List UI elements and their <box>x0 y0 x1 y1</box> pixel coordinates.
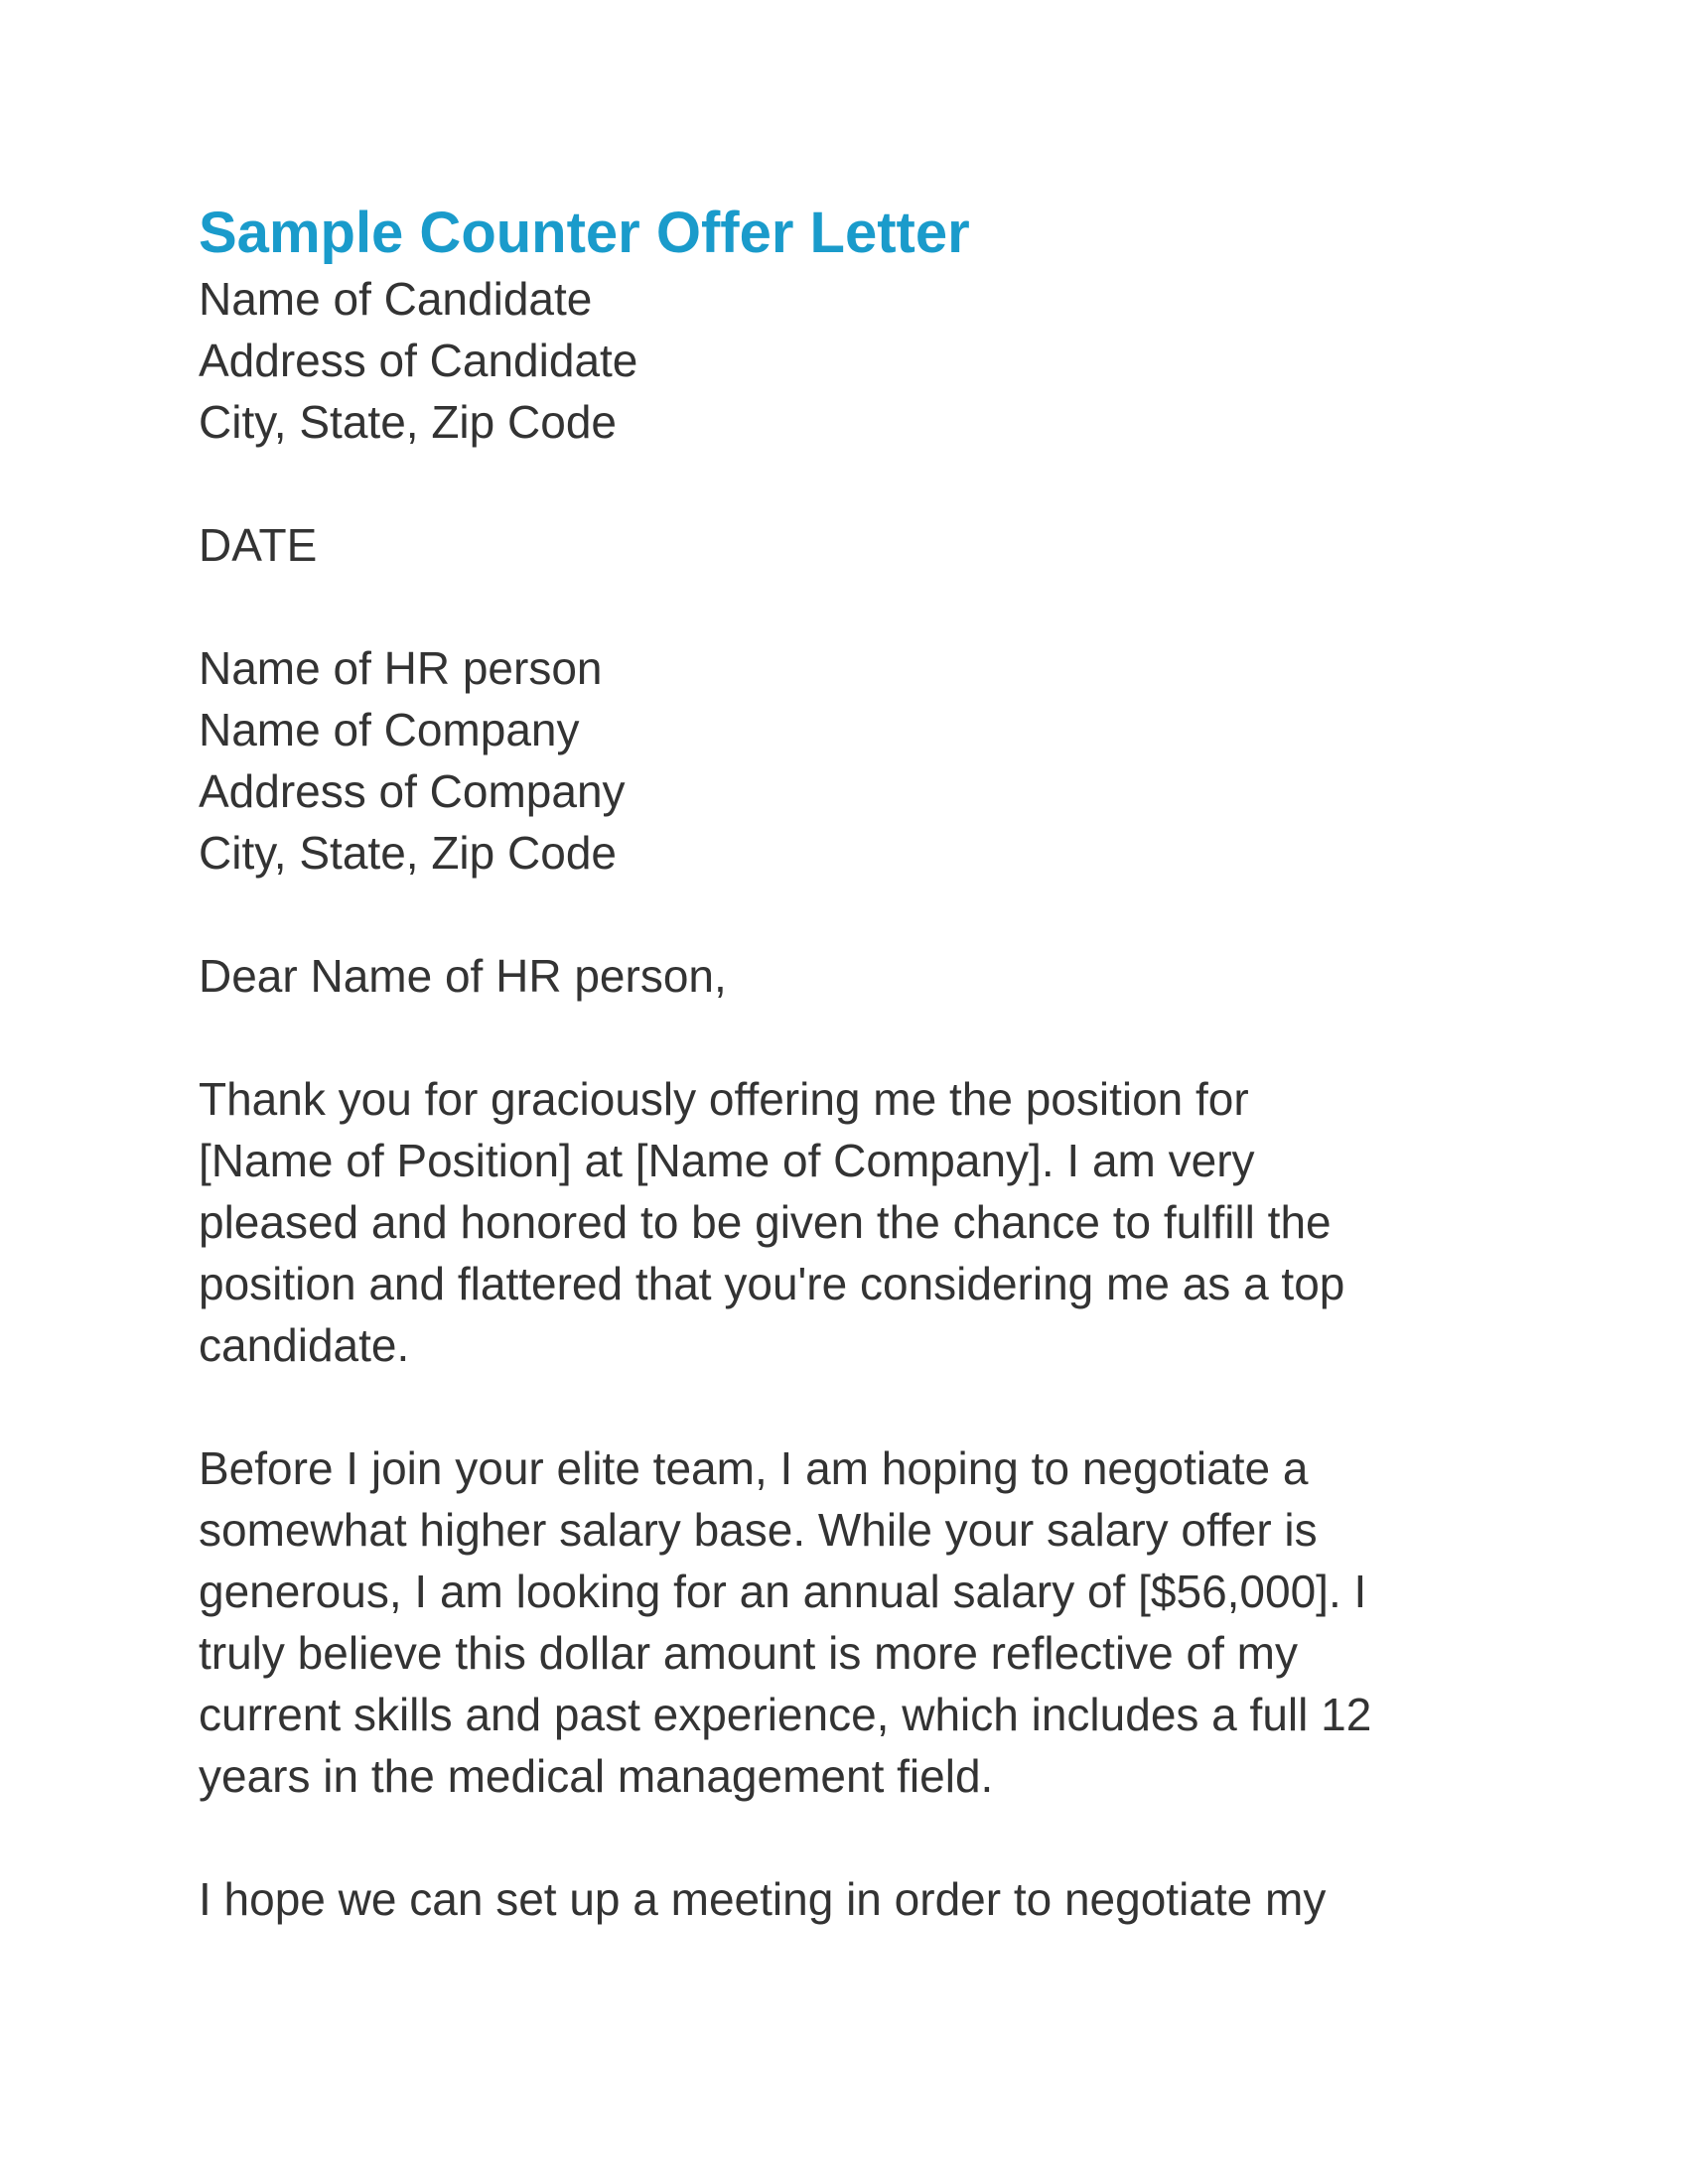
spacer <box>199 453 1509 514</box>
spacer <box>199 576 1509 637</box>
recipient-city-state-zip: City, State, Zip Code <box>199 827 617 879</box>
paragraph-line: [Name of Position] at [Name of Company]. I am very <box>199 1135 1255 1186</box>
sender-block <box>199 268 1509 453</box>
paragraph-line: position and flattered that you're considering me as a top <box>199 1258 1345 1309</box>
spacer <box>199 1807 1509 1868</box>
paragraph-line: somewhat higher salary base. While your salary offer is <box>199 1504 1318 1556</box>
letter-title: Sample Counter Offer Letter <box>199 201 970 265</box>
recipient-name: Name of HR person <box>199 642 603 694</box>
paragraph-line: Thank you for graciously offering me the position for <box>199 1073 1249 1125</box>
sender-name: Name of Candidate <box>199 273 593 325</box>
paragraph-line: candidate. <box>199 1319 410 1371</box>
spacer <box>199 1376 1509 1437</box>
paragraph-line: I hope we can set up a meeting in order to negotiate my <box>199 1873 1327 1925</box>
letter-date: DATE <box>199 519 318 571</box>
spacer <box>199 1007 1509 1068</box>
paragraph-line: pleased and honored to be given the chance to fulfill the <box>199 1196 1332 1248</box>
paragraph-salary-request <box>199 1437 1509 1807</box>
paragraph-thank-you <box>199 1068 1509 1376</box>
paragraph-line: current skills and past experience, which includes a full 12 <box>199 1689 1372 1740</box>
recipient-block <box>199 637 1509 884</box>
salutation: Dear Name of HR person, <box>199 950 727 1002</box>
paragraph-line: truly believe this dollar amount is more reflective of my <box>199 1627 1298 1679</box>
letter-content <box>199 199 1509 1930</box>
paragraph-meeting-request <box>199 1868 1509 1930</box>
paragraph-line: Before I join your elite team, I am hoping to negotiate a <box>199 1442 1309 1494</box>
sender-address: Address of Candidate <box>199 335 638 386</box>
paragraph-line: years in the medical management field. <box>199 1750 994 1802</box>
recipient-company: Name of Company <box>199 704 580 755</box>
spacer <box>199 884 1509 945</box>
recipient-address: Address of Company <box>199 765 626 817</box>
sender-city-state-zip: City, State, Zip Code <box>199 396 617 448</box>
paragraph-line: generous, I am looking for an annual salary of [$56,000]. I <box>199 1566 1367 1617</box>
